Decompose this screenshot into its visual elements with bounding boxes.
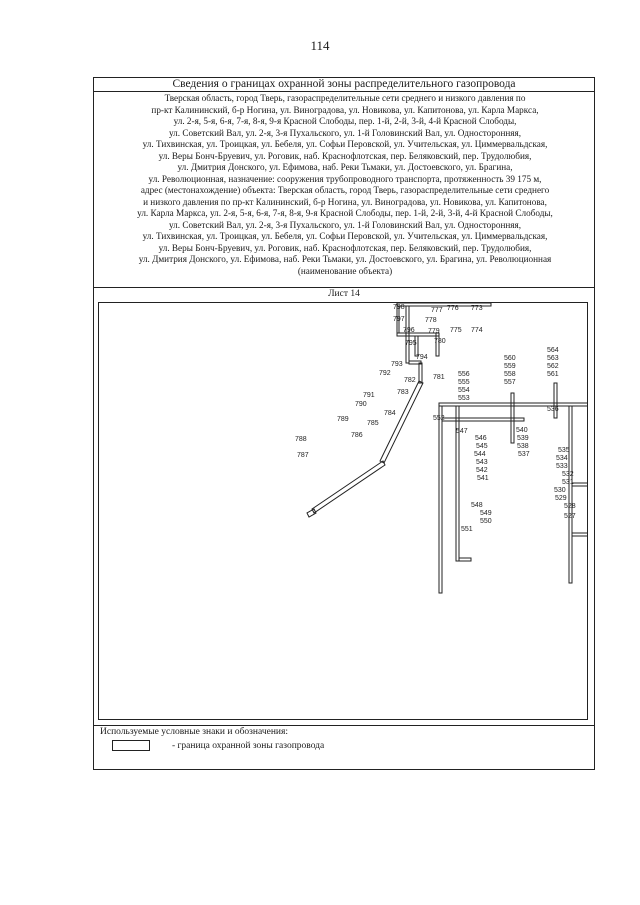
document-frame <box>93 77 595 770</box>
zone-boundary <box>459 558 471 561</box>
point-label: 538 <box>517 443 529 450</box>
point-label: 539 <box>517 435 529 442</box>
point-label: 559 <box>504 363 516 370</box>
point-label: 551 <box>461 526 473 533</box>
point-label: 787 <box>297 452 309 459</box>
zone-boundary <box>439 406 442 593</box>
point-label: 563 <box>547 355 559 362</box>
point-label: 781 <box>433 374 445 381</box>
point-label: 797 <box>393 316 405 323</box>
zone-boundary <box>572 533 588 536</box>
point-label: 793 <box>391 361 403 368</box>
point-label: 777 <box>431 307 443 314</box>
description-caption: (наименование объекта) <box>297 265 393 276</box>
point-label: 788 <box>295 436 307 443</box>
object-description <box>98 93 592 277</box>
point-label: 545 <box>476 443 488 450</box>
document-title: Сведения о границах охранной зоны распределительного газопровода <box>94 78 594 92</box>
zone-boundary <box>406 306 409 363</box>
point-label: 780 <box>434 338 446 345</box>
point-label: 779 <box>428 328 440 335</box>
point-label: 535 <box>558 447 570 454</box>
point-label: 553 <box>458 395 470 402</box>
point-label: 564 <box>547 347 559 354</box>
point-label: 529 <box>555 495 567 502</box>
point-label: 782 <box>404 377 416 384</box>
point-label: 550 <box>480 518 492 525</box>
legend-title: Используемые условные знаки и обозначения: <box>100 727 289 737</box>
point-label: 556 <box>458 371 470 378</box>
point-label: 536 <box>547 406 559 413</box>
description-line: ул. Тихвинская, ул. Троицкая, ул. Бебеля, ул. Софьи Перовской, ул. Учительская, ул. Циммервальдская, <box>142 139 548 149</box>
point-label: 555 <box>458 379 470 386</box>
point-label: 527 <box>564 513 576 520</box>
description-line: ул. Веры Бонч-Бруевич, ул. Роговик, наб. Краснофлотская, пер. Беляковский, пер. Трудолюбия, <box>158 242 532 253</box>
legend-swatch-zone-boundary <box>112 740 150 751</box>
point-label: 773 <box>471 305 483 312</box>
sheet-label: Лист 14 <box>328 289 360 299</box>
zone-boundary <box>569 406 572 583</box>
point-label: 540 <box>516 427 528 434</box>
point-label: 792 <box>379 370 391 377</box>
point-label: 543 <box>476 459 488 466</box>
point-label: 532 <box>562 471 574 478</box>
zone-boundary <box>572 483 588 486</box>
description-line: и низкого давления по пр-кт Калининский, б-р Ногина, ул. Виноградова, ул. Новикова, ул. Капитонова, <box>143 196 547 207</box>
description-line: ул. Тихвинская, ул. Троицкая, ул. Бебеля, ул. Софьи Перовской, ул. Учительская, ул. Циммервальдская, <box>142 231 548 241</box>
point-label: 784 <box>384 410 396 417</box>
point-label: 778 <box>425 317 437 324</box>
legend-item-label: - граница охранной зоны газопровода <box>172 741 325 751</box>
scheme-drawing <box>99 303 588 720</box>
section-divider <box>94 287 594 288</box>
point-label: 552 <box>433 415 445 422</box>
point-label: 549 <box>480 510 492 517</box>
point-label: 531 <box>562 479 574 486</box>
point-label: 791 <box>363 392 375 399</box>
description-line: ул. Дмитрия Донского, ул. Ефимова, наб. Реки Тьмаки, ул. Достоевского, ул. Брагина, <box>177 162 513 172</box>
zone-boundary <box>419 363 422 383</box>
point-label: 547 <box>456 428 468 435</box>
point-label: 546 <box>475 435 487 442</box>
description-line: ул. Революционная, назначение: сооружения трубопроводного транспорта, протяженность 39 175 м, <box>148 173 542 184</box>
point-label: 541 <box>477 475 489 482</box>
point-label: 537 <box>518 451 530 458</box>
description-line: ул. Советский Вал, ул. 2-я, 3-я Пухальского, ул. 1-й Головинский Вал, ул. Односторонняя, <box>168 127 522 138</box>
point-label: 561 <box>547 371 559 378</box>
description-line: Тверская область, город Тверь, газораспределительные сети среднего и низкого давления по <box>164 93 526 103</box>
point-label: 560 <box>504 355 516 362</box>
point-label: 562 <box>547 363 559 370</box>
point-label: 775 <box>450 327 462 334</box>
description-line: ул. Дмитрия Донского, ул. Ефимова, наб. Реки Тьмаки, ул. Достоевского, ул. Брагина, ул. Революционная <box>138 254 552 264</box>
point-label: 795 <box>405 340 417 347</box>
point-label: 798 <box>393 304 405 311</box>
point-label: 783 <box>397 389 409 396</box>
point-label: 789 <box>337 416 349 423</box>
description-line: ул. Карла Маркса, ул. 2-я, 5-я, 6-я, 7-я, 8-я, 9-я Красной Слободы, пер. 1-й, 2-й, 3-й, 4-й Красной Слободы, <box>137 208 553 218</box>
point-label: 558 <box>504 371 516 378</box>
description-line: адрес (местонахождение) объекта: Тверская область, город Тверь, газораспределительные сети среднего <box>140 185 550 195</box>
scheme-map <box>98 302 588 720</box>
point-label: 530 <box>554 487 566 494</box>
description-line: ул. Веры Бонч-Бруевич, ул. Роговик, наб. Краснофлотская, пер. Беляковский, пер. Трудолюбия, <box>158 150 532 161</box>
point-label: 554 <box>458 387 470 394</box>
point-label: 794 <box>416 354 428 361</box>
point-label: 790 <box>355 401 367 408</box>
point-label: 528 <box>564 503 576 510</box>
zone-boundary <box>312 461 385 513</box>
description-line: ул. Советский Вал, ул. 2-я, 3-я Пухальского, ул. 1-й Головинский Вал, ул. Односторонняя, <box>168 219 522 230</box>
point-label: 533 <box>556 463 568 470</box>
point-label: 785 <box>367 420 379 427</box>
point-label: 548 <box>471 502 483 509</box>
point-label: 557 <box>504 379 516 386</box>
point-label: 544 <box>474 451 486 458</box>
description-line: пр-кт Калининский, б-р Ногина, ул. Виноградова, ул. Новикова, ул. Капитонова, ул. Карла Маркса, <box>151 104 539 115</box>
point-label: 774 <box>471 327 483 334</box>
zone-boundary <box>442 418 524 421</box>
point-label: 534 <box>556 455 568 462</box>
description-line: ул. 2-я, 5-я, 6-я, 7-я, 8-я, 9-я Красной Слободы, пер. 1-й, 2-й, 3-й, 4-й Красной Слободы, <box>173 116 517 126</box>
point-label: 776 <box>447 305 459 312</box>
page-number: 114 <box>310 38 330 53</box>
point-label: 786 <box>351 432 363 439</box>
point-label: 796 <box>403 327 415 334</box>
legend-divider <box>94 725 594 726</box>
point-label: 542 <box>476 467 488 474</box>
